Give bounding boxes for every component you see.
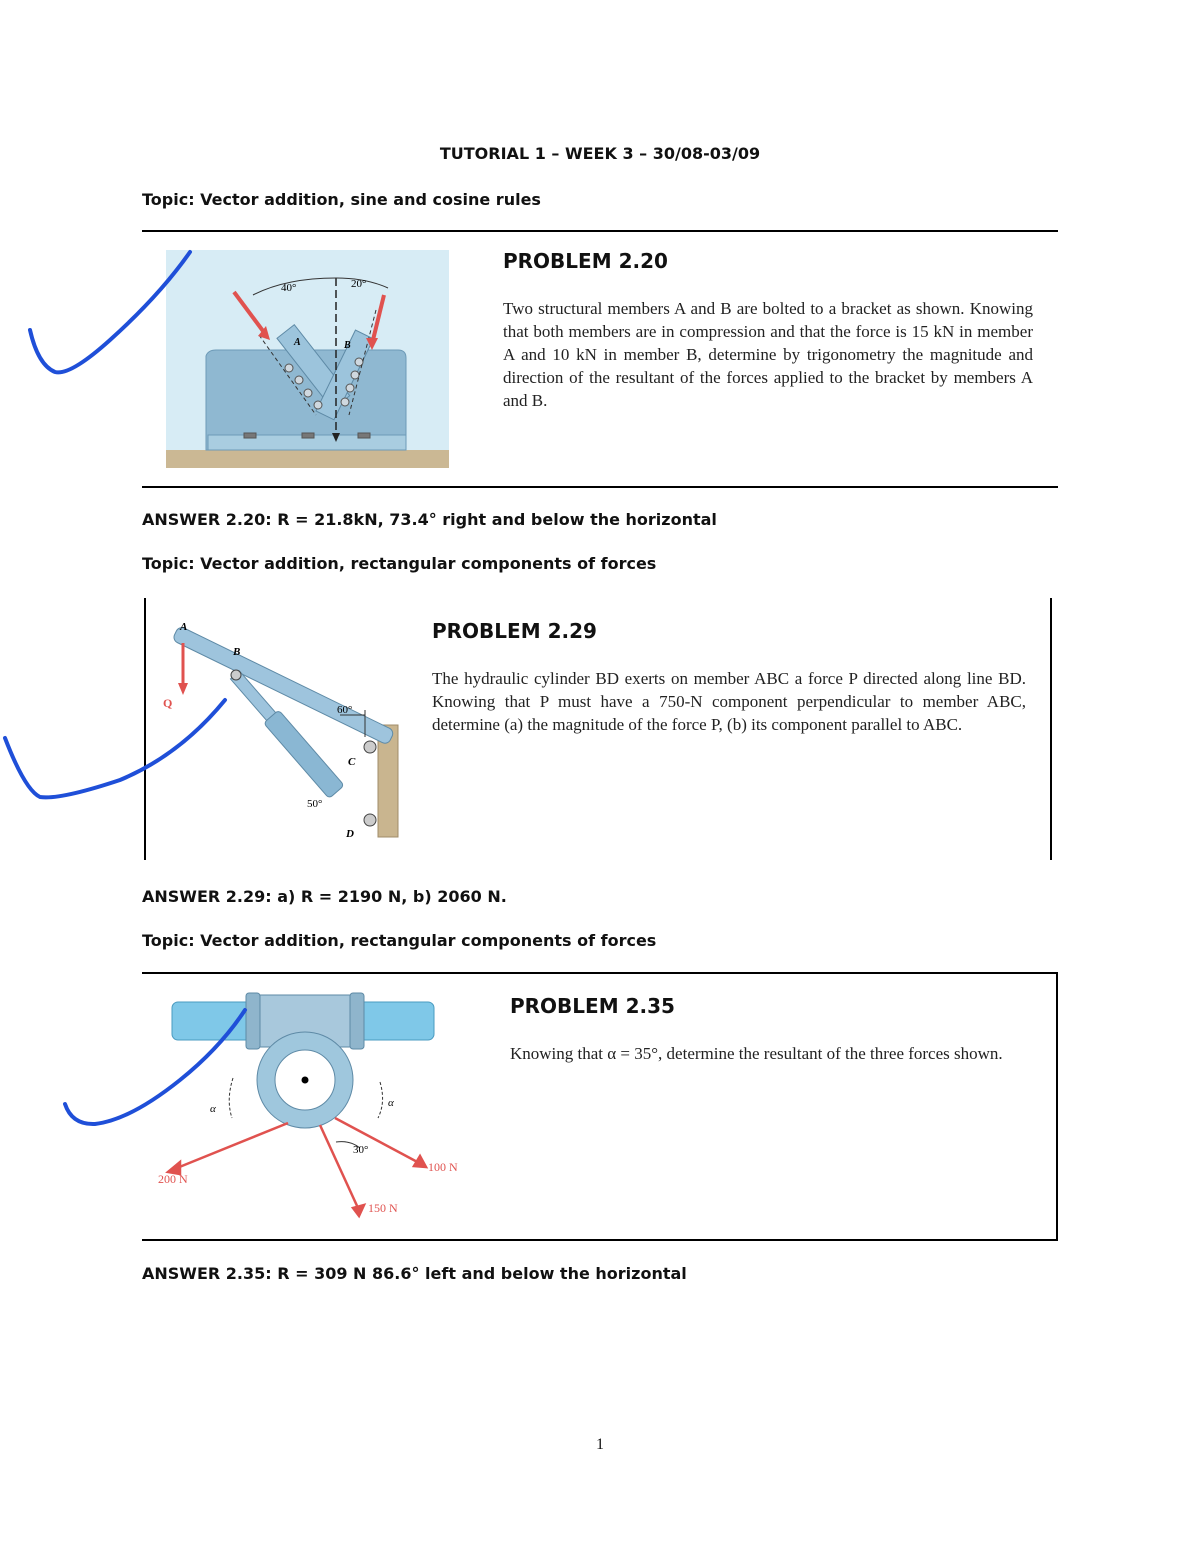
angle-label-20: 20° — [351, 278, 367, 290]
problem-text-2-35: Knowing that α = 35°, determine the resultant of the three forces shown. — [510, 1044, 1003, 1063]
force-label-200: 200 N — [158, 1172, 188, 1186]
problem-title-2-29: PROBLEM 2.29 — [432, 619, 597, 643]
answer-2-35: ANSWER 2.35: R = 309 N 86.6° left and below the horizontal — [142, 1264, 687, 1283]
alpha-label-left: α — [210, 1103, 216, 1115]
angle-label-30: 30° — [353, 1144, 369, 1156]
angle-label-50: 50° — [307, 798, 323, 810]
force-label-150: 150 N — [368, 1201, 398, 1215]
problem-title-2-20: PROBLEM 2.20 — [503, 249, 668, 273]
label-c: C — [348, 756, 356, 768]
page-title: TUTORIAL 1 – WEEK 3 – 30/08-03/09 — [439, 144, 761, 163]
angle-label-40: 40° — [281, 282, 297, 294]
page-number: 1 — [596, 1436, 604, 1453]
label-b: B — [233, 646, 241, 658]
label-q: Q — [163, 696, 173, 710]
answer-2-20: ANSWER 2.20: R = 21.8kN, 73.4° right and below the horizontal — [142, 510, 717, 529]
force-label-100: 100 N — [428, 1160, 458, 1174]
angle-label-60: 60° — [337, 704, 353, 716]
label-d: D — [346, 828, 354, 840]
checkmark-icon — [5, 700, 225, 797]
problem-title-2-35: PROBLEM 2.35 — [510, 994, 675, 1018]
checkmark-icon — [30, 252, 190, 372]
topic-heading-1: Topic: Vector addition, sine and cosine rules — [142, 190, 541, 209]
label-member-b: B — [344, 340, 351, 351]
problem-text-2-20: Two structural members A and B are bolted to a bracket as shown. Knowing that both members are in compression and that the force is 15 kN in member A and 10 kN in member B, determine by trigonometry the magnitude and direction of the resultant of the forces applied to the bracket by members A and B. — [503, 299, 1033, 410]
label-member-a: A — [294, 337, 301, 348]
problem-text-2-29: The hydraulic cylinder BD exerts on member ABC a force P directed along line BD. Knowing that P must have a 750-N component perpendicular to member ABC, determine (a) the magnitude of the force P, (b) its component parallel to ABC. — [432, 669, 1026, 734]
alpha-label-right: α — [388, 1097, 394, 1109]
topic-heading-2: Topic: Vector addition, rectangular components of forces — [142, 554, 657, 573]
label-a: A — [180, 621, 188, 633]
checkmark-icon — [65, 1010, 245, 1124]
topic-heading-3: Topic: Vector addition, rectangular components of forces — [142, 931, 657, 950]
answer-2-29: ANSWER 2.29: a) R = 2190 N, b) 2060 N. — [142, 887, 507, 906]
